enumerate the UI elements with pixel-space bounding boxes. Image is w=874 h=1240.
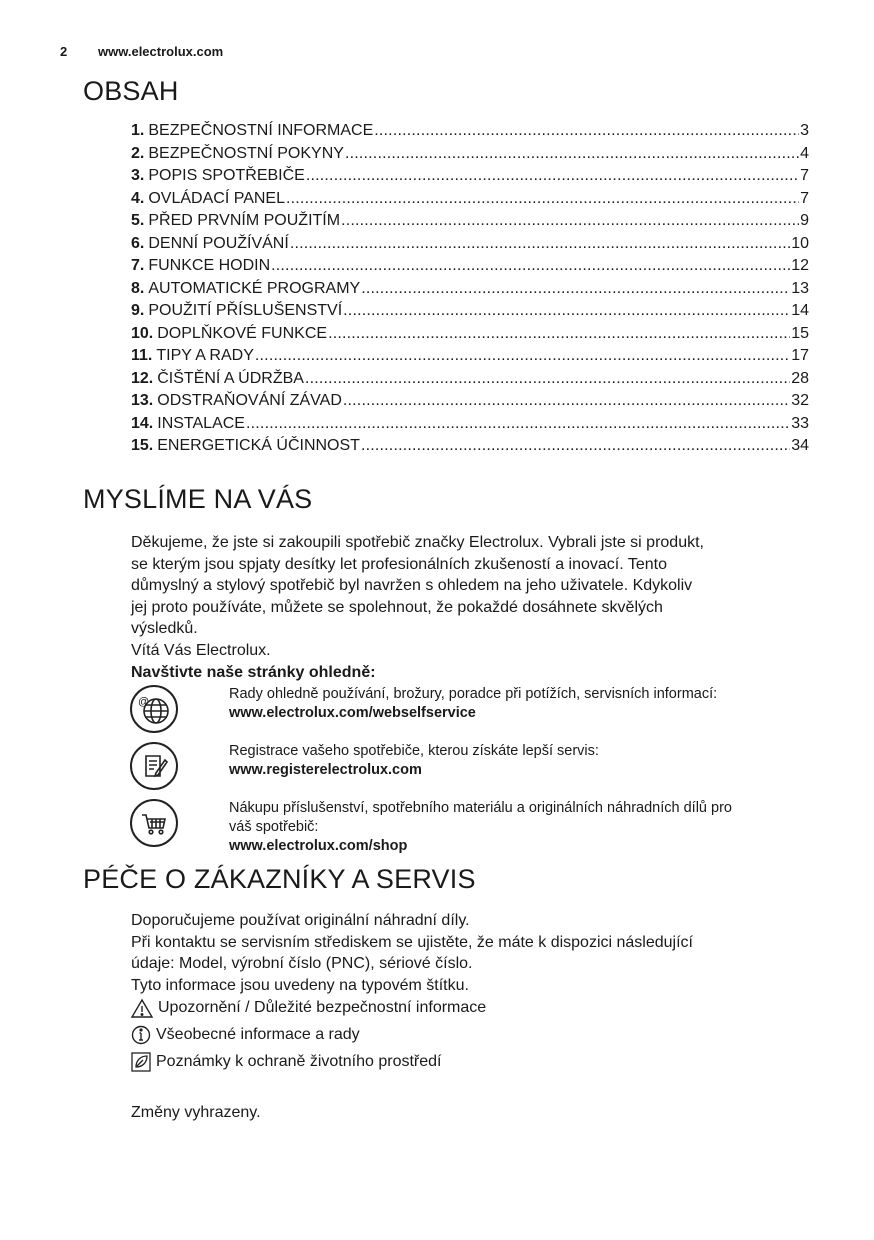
toc-page-number: 10 — [791, 234, 809, 252]
toc-leader-dots — [290, 235, 790, 253]
toc-leader-dots — [343, 302, 790, 320]
paragraph-line: Doporučujeme používat originální náhradní díly. — [131, 912, 470, 929]
customer-care-paragraph — [131, 910, 821, 996]
toc-number: 11. — [131, 347, 153, 364]
header-url[interactable]: www.electrolux.com — [98, 44, 224, 59]
svg-text:@: @ — [138, 696, 150, 708]
toc-title: BEZPEČNOSTNÍ POKYNY — [148, 144, 344, 162]
warning-legend-text: Upozornění / Důležité bezpečnostní informace — [158, 999, 487, 1016]
toc-number: 6. — [131, 234, 145, 252]
toc-leader-dots — [374, 122, 799, 140]
toc-leader-dots — [306, 167, 799, 185]
toc-page-number: 15 — [791, 324, 809, 342]
toc-leader-dots — [328, 325, 790, 343]
toc-page-number: 9 — [800, 212, 809, 229]
contents-title: OBSAH — [83, 76, 179, 106]
legend-info — [131, 1025, 360, 1045]
toc-title: ODSTRAŇOVÁNÍ ZÁVAD — [157, 392, 342, 409]
toc-page-number: 4 — [800, 144, 809, 162]
toc-leader-dots — [341, 212, 799, 230]
paragraph-line: jej proto používáte, můžete se spolehnout, že pokaždé dosáhnete skvělých — [131, 598, 663, 616]
toc-entry[interactable] — [131, 145, 809, 168]
changes-reserved: Změny vyhrazeny. — [131, 1104, 261, 1121]
toc-entry[interactable] — [131, 302, 809, 325]
toc-number: 1. — [131, 122, 145, 139]
toc-leader-dots — [255, 347, 790, 365]
registration-icon — [130, 742, 178, 790]
toc-number: 15. — [131, 437, 154, 454]
toc-title: ENERGETICKÁ ÚČINNOST — [157, 437, 360, 454]
toc-entry[interactable] — [131, 370, 809, 393]
toc-number: 7. — [131, 257, 145, 274]
toc-number: 4. — [131, 189, 145, 207]
toc-entry[interactable] — [131, 392, 809, 415]
thank-you-paragraph — [131, 532, 821, 683]
toc-number: 9. — [131, 302, 145, 319]
toc-page-number: 17 — [791, 347, 809, 364]
toc-page-number: 7 — [800, 189, 809, 207]
toc-page-number: 34 — [791, 437, 809, 454]
paragraph-line: Při kontaktu se servisním střediskem se ujistěte, že máte k dispozici následující — [131, 933, 693, 951]
paragraph-line: se kterým jsou spjaty desítky let profesionálních zkušeností a inovací. Tento — [131, 555, 667, 573]
info-legend-text: Všeobecné informace a rady — [156, 1026, 360, 1043]
toc-leader-dots — [271, 257, 790, 275]
toc-number: 13. — [131, 392, 154, 409]
toc-title: AUTOMATICKÉ PROGRAMY — [148, 279, 361, 297]
toc-leader-dots — [345, 145, 799, 163]
shopping-cart-icon — [130, 799, 178, 847]
toc-entry[interactable] — [131, 122, 809, 145]
toc-number: 2. — [131, 144, 145, 162]
toc-number: 12. — [131, 369, 154, 387]
info-icon — [131, 1025, 151, 1045]
page-number: 2 — [60, 44, 68, 59]
webselfservice-link[interactable]: www.electrolux.com/webselfservice — [229, 705, 476, 721]
paragraph-line: Děkujeme, že jste si zakoupili spotřebič značky Electrolux. Vybrali jste si produkt, — [131, 534, 704, 551]
toc-number: 10. — [131, 324, 154, 342]
toc-page-number: 32 — [791, 392, 809, 409]
toc-title: ČIŠTĚNÍ A ÚDRŽBA — [157, 369, 304, 387]
toc-page-number: 33 — [791, 414, 809, 432]
toc-leader-dots — [361, 280, 790, 298]
toc-title: FUNKCE HODIN — [148, 257, 271, 274]
paragraph-line: Vítá Vás Electrolux. — [131, 641, 271, 659]
toc-page-number: 7 — [800, 167, 809, 184]
toc-title: INSTALACE — [157, 414, 245, 432]
toc-leader-dots — [343, 392, 790, 410]
toc-page-number: 14 — [791, 302, 809, 319]
toc-entry[interactable] — [131, 190, 809, 213]
toc-entry[interactable] — [131, 212, 809, 235]
leaf-icon — [131, 1052, 151, 1072]
toc-number: 8. — [131, 279, 145, 297]
toc-page-number: 28 — [791, 369, 809, 387]
warning-icon — [131, 998, 153, 1018]
toc-title: BEZPEČNOSTNÍ INFORMACE — [148, 122, 374, 139]
paragraph-line: Tyto informace jsou uvedeny na typovém štítku. — [131, 976, 469, 994]
table-of-contents — [131, 122, 809, 460]
toc-entry[interactable] — [131, 437, 809, 460]
visit-label: Navštivte naše stránky ohledně: — [131, 663, 376, 681]
toc-title: PŘED PRVNÍM POUŽITÍM — [148, 212, 341, 229]
toc-leader-dots — [286, 190, 799, 208]
legend-environment — [131, 1052, 441, 1072]
toc-leader-dots — [246, 415, 790, 433]
toc-title: POPIS SPOTŘEBIČE — [148, 167, 305, 184]
toc-leader-dots — [361, 437, 790, 455]
service-description: Rady ohledně používání, brožury, poradce při potížích, servisních informací: — [229, 686, 718, 702]
toc-leader-dots — [305, 370, 790, 388]
thinking-of-you-title: MYSLÍME NA VÁS — [83, 484, 313, 514]
paragraph-line: údaje: Model, výrobní číslo (PNC), sériové číslo. — [131, 955, 473, 973]
toc-page-number: 13 — [791, 279, 809, 297]
toc-title: POUŽITÍ PŘÍSLUŠENSTVÍ — [148, 302, 343, 319]
toc-title: OVLÁDACÍ PANEL — [148, 189, 285, 207]
page-header — [60, 44, 223, 59]
toc-title: TIPY A RADY — [156, 347, 254, 364]
toc-entry[interactable] — [131, 347, 809, 370]
toc-entry[interactable] — [131, 235, 809, 258]
toc-number: 5. — [131, 212, 145, 229]
paragraph-line: důmyslný a stylový spotřebič byl navržen s ohledem na jeho uživatele. Kdykoliv — [131, 577, 693, 595]
paragraph-line: výsledků. — [131, 620, 198, 638]
toc-title: DOPLŇKOVÉ FUNKCE — [157, 324, 328, 342]
legend-warning — [131, 998, 486, 1018]
shop-link[interactable]: www.electrolux.com/shop — [229, 838, 408, 854]
toc-number: 3. — [131, 167, 145, 184]
toc-entry[interactable] — [131, 167, 809, 190]
environment-legend-text: Poznámky k ochraně životního prostředí — [156, 1053, 442, 1070]
service-description: Registrace vašeho spotřebiče, kterou získáte lepší servis: — [229, 743, 599, 759]
toc-title: DENNÍ POUŽÍVÁNÍ — [148, 234, 289, 252]
service-description-continued: váš spotřebič: — [229, 819, 319, 835]
toc-page-number: 12 — [791, 257, 809, 274]
toc-entry[interactable] — [131, 280, 809, 303]
toc-page-number: 3 — [800, 122, 809, 139]
service-description: Nákupu příslušenství, spotřebního materiálu a originálních náhradních dílů pro — [229, 800, 732, 816]
toc-entry[interactable] — [131, 257, 809, 280]
globe-icon — [130, 685, 178, 733]
toc-entry[interactable] — [131, 415, 809, 438]
toc-number: 14. — [131, 414, 154, 432]
toc-entry[interactable] — [131, 325, 809, 348]
customer-care-title: PÉČE O ZÁKAZNÍKY A SERVIS — [83, 864, 476, 894]
register-link[interactable]: www.registerelectrolux.com — [229, 762, 422, 778]
